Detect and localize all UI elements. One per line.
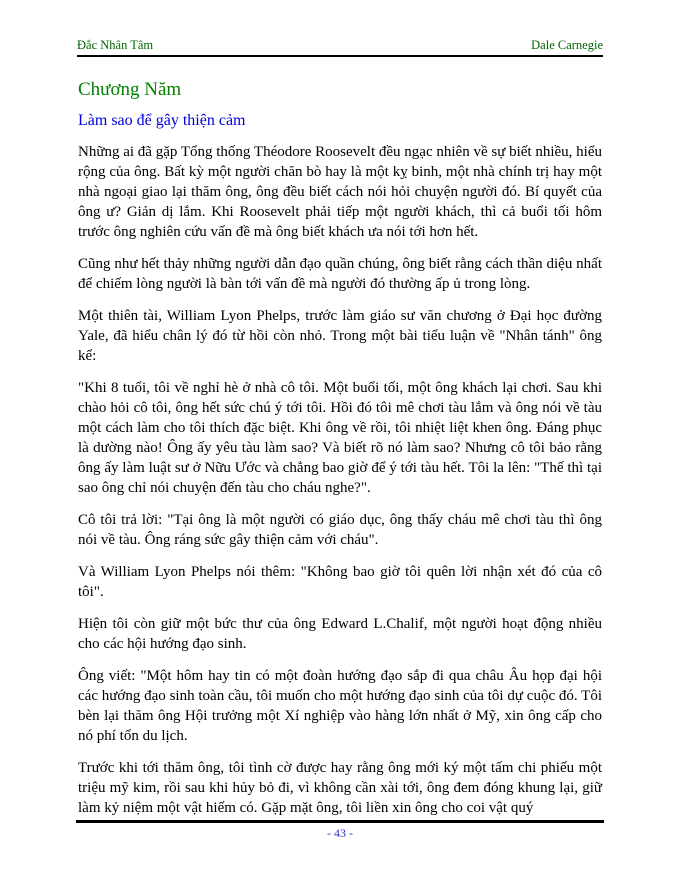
- paragraph: Hiện tôi còn giữ một bức thư của ông Edward L.Chalif, một người hoạt động nhiều cho các hội hướng đạo sinh.: [78, 616, 602, 652]
- paragraph: "Khi 8 tuổi, tôi về nghỉ hè ở nhà cô tôi. Một buổi tối, một ông khách lại chơi. Sau khi chào hỏi cô tôi, ông hết sức chú ý tới tôi. Hồi đó tôi mê chơi tàu lắm và ông nói về tàu một cách làm cho tôi thích đặc biệt. Khi ông về rồi, tôi nhiệt liệt khen ông. Đáng phục là dường nào! Ông ấy yêu tàu làm sao? Và biết rõ nó làm sao? Nhưng cô tôi bảo rằng ông ấy làm luật sư ở Nữu Ước và chẳng bao giờ để ý tới tàu hết. Tôi la lên: "Thế thì tại sao ông chỉ nói chuyện đến tàu cho cháu nghe?".: [78, 380, 602, 496]
- paragraph: Cũng như hết thảy những người dẫn đạo quần chúng, ông biết rằng cách thần diệu nhất để chiếm lòng người là bàn tới vấn đề mà người đó thường ấp ủ trong lòng.: [78, 256, 602, 292]
- footer-divider: [76, 820, 604, 823]
- body-text: [78, 142, 602, 830]
- paragraph: Một thiên tài, William Lyon Phelps, trước làm giáo sư văn chương ở Đại học đường Yale, đã hiểu chân lý đó từ hồi còn nhỏ. Trong một bài tiểu luận về "Nhân tánh" ông kể:: [78, 308, 602, 364]
- header-row: [77, 38, 603, 53]
- paragraph: Ông viết: "Một hôm hay tin có một đoàn hướng đạo sắp đi qua châu Âu họp đại hội các hướng đạo sinh toàn cầu, tôi muốn cho một hướng đạo sinh của tôi dự cuộc đó. Tôi bèn lại thăm ông Hội trưởng một Xí nghiệp vào hàng lớn nhất ở Mỹ, xin ông cấp cho nó phí tổn du lịch.: [78, 668, 602, 744]
- header-divider: [77, 55, 603, 57]
- page-footer: [76, 820, 604, 841]
- header-author: Dale Carnegie: [531, 38, 603, 52]
- page-number: - 43 -: [327, 826, 353, 840]
- paragraph: Cô tôi trả lời: "Tại ông là một người có giáo dục, ông thấy cháu mê chơi tàu thì ông nói về tàu. Ông ráng sức gây thiện cảm với cháu".: [78, 512, 602, 548]
- header-book-title: Đắc Nhân Tâm: [77, 38, 154, 52]
- paragraph: Và William Lyon Phelps nói thêm: "Không bao giờ tôi quên lời nhận xét đó của cô tôi".: [78, 564, 602, 600]
- chapter-title: Chương Năm: [78, 79, 182, 100]
- section-title: Làm sao để gây thiện cảm: [78, 112, 246, 129]
- page-header: [77, 38, 603, 57]
- paragraph: Những ai đã gặp Tổng thống Théodore Roosevelt đều ngạc nhiên về sự biết nhiều, hiểu rộng của ông. Bất kỳ một người chăn bò hay là một kỵ binh, một nhà chính trị hay một nhà ngoại giao lại thăm ông, ông đều biết cách nói hỏi chuyện người đó. Bí quyết của ông ư? Giản dị lắm. Khi Roosevelt phải tiếp một người khách, thì cả buổi tối hôm trước ông nghiên cứu vấn đề mà ông biết khách ưa nói tới hơn hết.: [78, 144, 602, 240]
- paragraph: Trước khi tới thăm ông, tôi tình cờ được hay rằng ông mới ký một tấm chi phiếu một triệu mỹ kim, rồi sau khi hủy bỏ đi, vì không cần xài tới, ông đem đóng khung lại, giữ làm kỷ niệm một vật hiếm có. Gặp mặt ông, tôi liền xin ông cho coi vật quý: [78, 760, 602, 816]
